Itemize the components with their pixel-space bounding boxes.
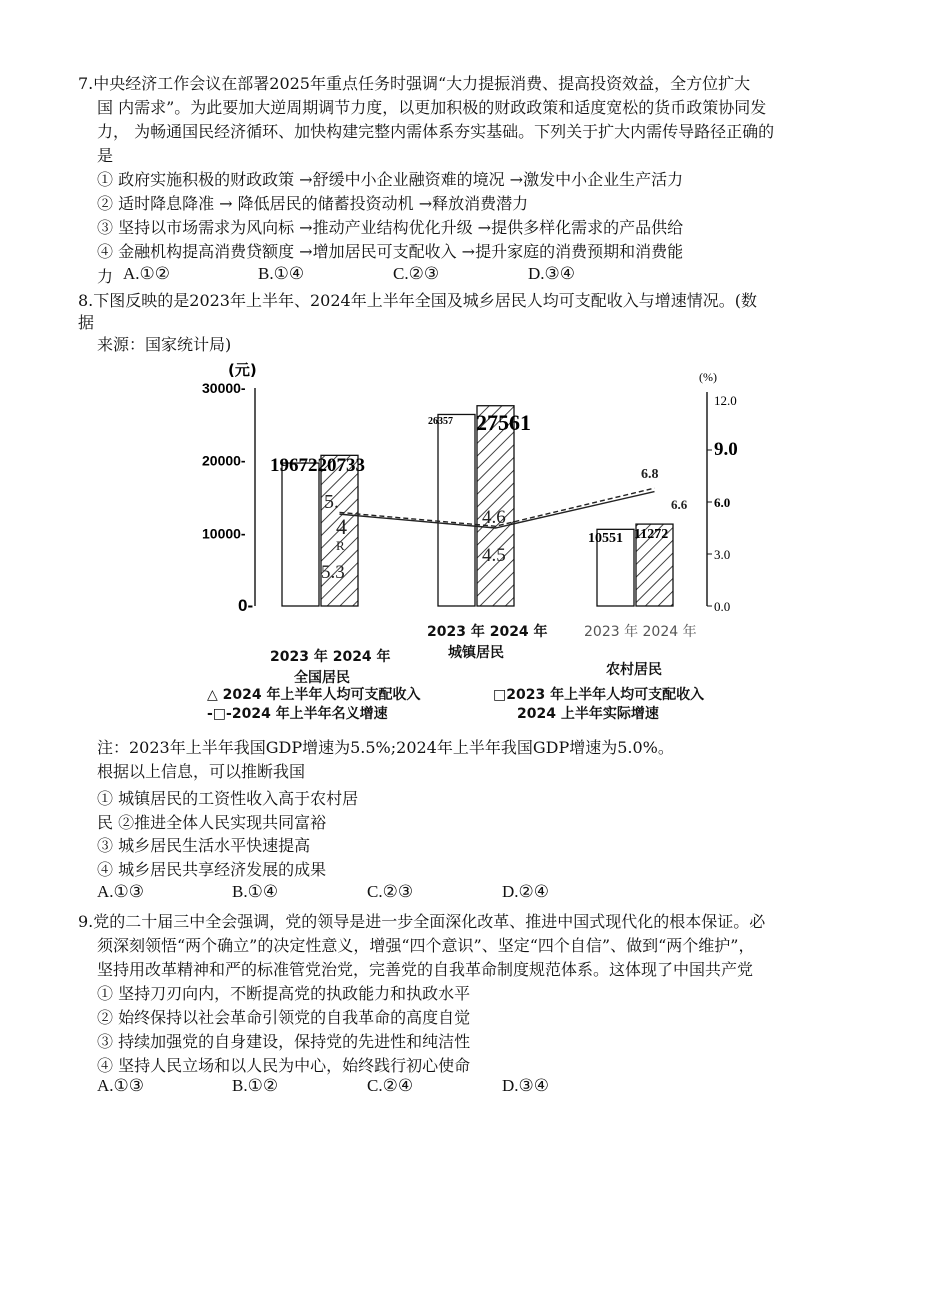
left-tick-label: 10000-	[202, 525, 246, 542]
q8-item-3: ③ 城乡居民生活水平快速提高	[97, 836, 311, 855]
q8-line-1: 8.下图反映的是2023年上半年、2024年上半年全国及城乡居民人均可支配收入与增速情况。(数	[78, 291, 757, 310]
q7-option-b[interactable]: B.①④	[258, 264, 305, 283]
left-axis-unit: (元)	[228, 361, 257, 379]
growth-value-label: 4.5	[482, 545, 506, 566]
q9-item-3: ③ 持续加强党的自身建设，保持党的先进性和纯洁性	[97, 1032, 471, 1051]
x-label-group-2-years: 2023 年 2024 年	[427, 624, 548, 640]
q8-option-b[interactable]: B.①④	[232, 882, 279, 901]
x-label-group-3-years: 2023 年 2024 年	[584, 624, 697, 640]
right-axis-unit: (%)	[699, 370, 717, 384]
q9-line-3: 坚持用改革精神和严的标准管党治党，完善党的自我革命制度规范体系。这体现了中国共产党	[97, 960, 754, 979]
income-chart	[180, 358, 760, 658]
legend-item-1: △ 2024 年上半年人均可支配收入	[207, 687, 421, 703]
q9-option-c[interactable]: C.②④	[367, 1076, 414, 1095]
right-tick-label: 0.0	[714, 599, 731, 614]
growth-value-label: 6.6	[671, 497, 688, 512]
q8-line-2: 据	[78, 313, 95, 332]
q9-line-1: 9.党的二十届三中全会强调，党的领导是进一步全面深化改革、推进中国式现代化的根本保证。必	[78, 912, 766, 931]
q9-item-4: ④ 坚持人民立场和以人民为中心，始终践行初心使命	[97, 1056, 471, 1075]
right-tick-label: 3.0	[714, 547, 731, 562]
q7-line-3: 力， 为畅通国民经济循环、加快构建完整内需体系夯实基础。下列关于扩大内需传导路径正确的	[97, 122, 775, 141]
x-label-group-1-name: 全国居民	[294, 670, 350, 686]
bar-2024	[477, 406, 514, 606]
left-tick-label: 30000-	[202, 380, 246, 396]
q8-option-a[interactable]: A.①③	[97, 882, 145, 901]
growth-value-label: 6.8	[641, 467, 659, 482]
q8-item-4: ④ 城乡居民共享经济发展的成果	[97, 860, 327, 879]
x-label-group-2-name: 城镇居民	[448, 645, 504, 661]
legend-item-4: 2024 上半年实际增速	[517, 706, 659, 722]
q9-item-1: ① 坚持刀刃向内，不断提高党的执政能力和执政水平	[97, 984, 471, 1003]
q8-note: 注：2023年上半年我国GDP增速为5.5%;2024年上半年我国GDP增速为5.0%。	[97, 738, 674, 757]
q8-line-3: 来源：国家统计局)	[97, 335, 232, 354]
q7-option-d[interactable]: D.③④	[528, 264, 576, 283]
q8-item-1: ① 城镇居民的工资性收入高于农村居	[97, 789, 359, 808]
q9-option-b[interactable]: B.①②	[232, 1076, 279, 1095]
q9-item-2: ② 始终保持以社会革命引领党的自我革命的高度自觉	[97, 1008, 471, 1027]
q9-line-2: 须深刻领悟“两个确立”的决定性意义，增强“四个意识”、坚定“四个自信”、做到“两个维护”，	[97, 936, 755, 955]
q7-item-1: ① 政府实施积极的财政政策 →舒缓中小企业融资难的境况 →激发中小企业生产活力	[97, 170, 684, 189]
q7-line-2: 国 内需求”。为此要加大逆周期调节力度，以更加积极的财政政策和适度宽松的货币政策协同发	[97, 98, 767, 117]
growth-value-label: R	[336, 538, 345, 553]
bar-value-label: 10551	[588, 531, 623, 546]
legend-item-2: □2023 年上半年人均可支配收入	[493, 687, 705, 703]
legend-item-3: -□-2024 年上半年名义增速	[207, 706, 388, 722]
growth-value-label: 4.6	[482, 507, 506, 528]
q7-item-2: ② 适时降息降准 → 降低居民的储蓄投资动机 →释放消费潜力	[97, 194, 529, 213]
q7-option-c[interactable]: C.②③	[393, 264, 440, 283]
right-tick-label: 9.0	[714, 439, 738, 460]
growth-value-label: 5.3	[321, 562, 345, 583]
x-label-group-3-name: 农村居民	[606, 662, 662, 678]
q8-option-d[interactable]: D.②④	[502, 882, 550, 901]
bar-2023	[282, 463, 319, 606]
q7-line-4: 是	[97, 146, 114, 165]
q7-item-3: ③ 坚持以市场需求为风向标 →推动产业结构优化升级 →提供多样化需求的产品供给	[97, 218, 684, 237]
bar-value-label: 11272	[634, 527, 669, 542]
bar-2023	[438, 414, 475, 606]
q9-option-a[interactable]: A.①③	[97, 1076, 145, 1095]
x-label-group-1-years: 2023 年 2024 年	[270, 649, 391, 665]
q7-options	[123, 264, 663, 284]
q8-item-2: 民 ②推进全体人民实现共同富裕	[97, 813, 327, 832]
q8-option-c[interactable]: C.②③	[367, 882, 414, 901]
q9-option-d[interactable]: D.③④	[502, 1076, 550, 1095]
q7-option-a[interactable]: A.①②	[123, 264, 171, 283]
growth-value-label: 5.	[324, 491, 339, 513]
bar-value-label: 1967220733	[270, 455, 365, 476]
q8-lead: 根据以上信息，可以推断我国	[97, 762, 306, 781]
q7-item-tail: 力	[97, 267, 114, 286]
growth-value-label: 4	[336, 514, 347, 539]
q9-options	[97, 1076, 637, 1096]
bar-value-label: 26357	[428, 416, 453, 427]
q7-line-1: 7.中央经济工作会议在部署2025年重点任务时强调“大力提振消费、提高投资效益，全方位扩大	[78, 74, 751, 93]
q7-item-4: ④ 金融机构提高消费贷额度 →增加居民可支配收入 →提升家庭的消费预期和消费能	[97, 242, 684, 261]
q8-options	[97, 882, 637, 902]
left-tick-label: 0-	[238, 596, 254, 615]
bar-value-label: 27561	[476, 410, 531, 435]
right-tick-label: 12.0	[714, 393, 737, 408]
right-tick-label: 6.0	[714, 495, 731, 510]
left-tick-label: 20000-	[202, 452, 246, 469]
